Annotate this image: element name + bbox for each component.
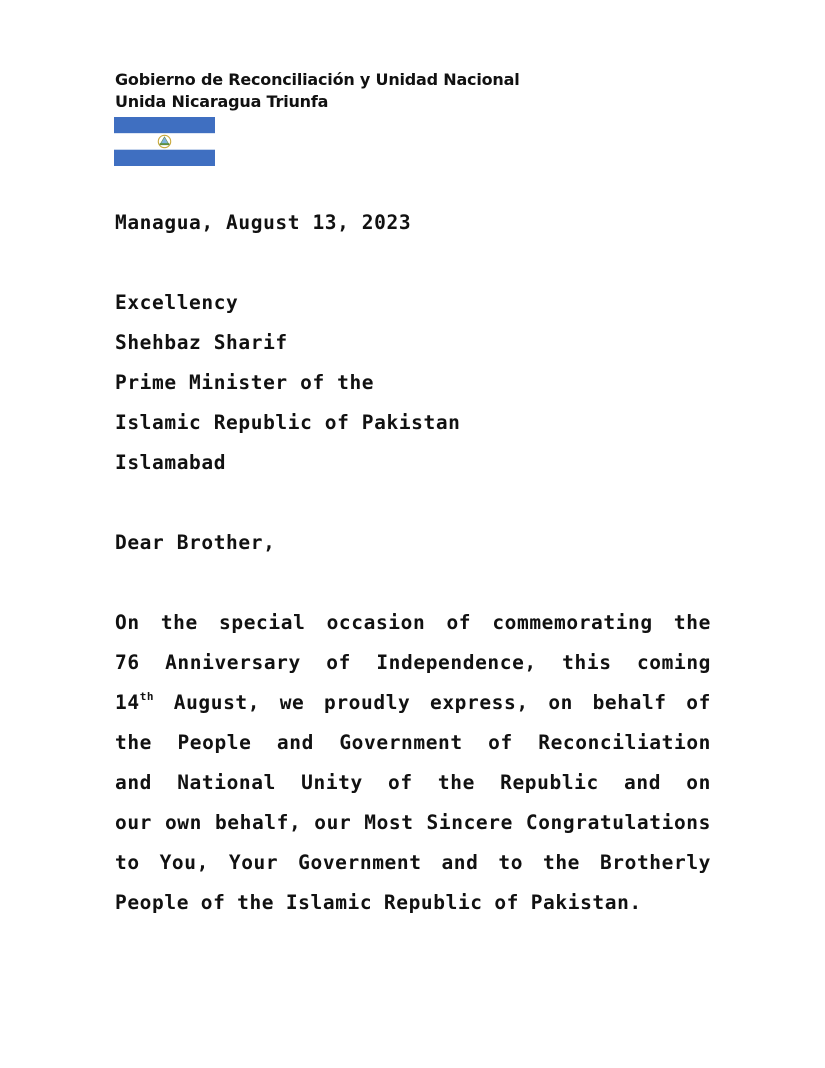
- body-word: Unity: [301, 771, 363, 794]
- body-word: and: [624, 771, 662, 794]
- body-word: People: [115, 891, 190, 914]
- body-word: special: [219, 611, 306, 634]
- body-word: we: [279, 691, 305, 714]
- letter-body: [115, 609, 711, 929]
- body-word: of: [488, 731, 513, 754]
- recipient-name: Shehbaz Sharif: [115, 331, 288, 354]
- body-word: of: [388, 771, 413, 794]
- body-word: Congratulations: [525, 811, 711, 834]
- body-line: [115, 769, 711, 809]
- body-word: and: [115, 771, 153, 794]
- body-word: 76: [115, 651, 140, 674]
- body-word: behalf,: [214, 811, 302, 834]
- body-line: [115, 689, 711, 729]
- body-word: on: [548, 691, 573, 714]
- letter-date: Managua, August 13, 2023: [115, 211, 412, 234]
- body-word: of: [686, 691, 711, 714]
- government-name: Gobierno de Reconciliación y Unidad Nacional: [115, 70, 520, 89]
- body-word: of: [326, 651, 351, 674]
- government-slogan: Unida Nicaragua Triunfa: [115, 92, 329, 111]
- body-word: the: [673, 611, 711, 634]
- body-word: behalf: [592, 691, 667, 714]
- body-word: Pakistan.: [530, 891, 642, 914]
- day-suffix: th: [139, 689, 155, 703]
- body-word: People: [177, 731, 252, 754]
- body-word: Anniversary: [165, 651, 301, 674]
- body-word: Reconciliation: [538, 731, 711, 754]
- body-word-day: [115, 689, 154, 729]
- body-word: to: [115, 851, 140, 874]
- body-word: the: [543, 851, 581, 874]
- body-word: National: [177, 771, 276, 794]
- body-line: [115, 649, 711, 689]
- nicaragua-flag-icon: [114, 117, 215, 166]
- body-line: [115, 609, 711, 649]
- body-word: of: [494, 891, 520, 914]
- letterhead: [115, 69, 520, 113]
- body-word: proudly: [324, 691, 411, 714]
- body-line: [115, 809, 711, 849]
- salutation: Dear Brother,: [115, 531, 276, 554]
- body-word: Brotherly: [599, 851, 711, 874]
- body-word: Most: [364, 811, 414, 834]
- body-line: [115, 849, 711, 889]
- body-line: [115, 729, 711, 769]
- body-word: our: [314, 811, 352, 834]
- body-word: On: [115, 611, 140, 634]
- body-word: coming: [636, 651, 711, 674]
- body-word: Independence,: [376, 651, 537, 674]
- body-word: to: [498, 851, 524, 874]
- body-word: of: [200, 891, 226, 914]
- body-word: occasion: [326, 611, 426, 634]
- body-word: of: [446, 611, 472, 634]
- body-word: our: [115, 811, 153, 834]
- body-word: the: [115, 731, 153, 754]
- body-word: and: [276, 731, 314, 754]
- recipient-title: Prime Minister of the: [115, 371, 375, 394]
- body-word: own: [164, 811, 202, 834]
- body-word: the: [237, 891, 275, 914]
- recipient-honorific: Excellency: [115, 291, 239, 314]
- body-word: Republic: [383, 891, 483, 914]
- body-word: on: [686, 771, 711, 794]
- day-number: 14: [115, 691, 140, 714]
- recipient-block: [115, 289, 461, 489]
- body-word: August,: [173, 691, 261, 714]
- recipient-country: Islamic Republic of Pakistan: [115, 411, 461, 434]
- body-word: Government: [339, 731, 463, 754]
- body-word: and: [441, 851, 479, 874]
- body-word: Republic: [500, 771, 599, 794]
- body-line: [115, 889, 711, 929]
- body-word: express,: [429, 691, 529, 714]
- body-word: You,: [159, 851, 209, 874]
- body-word: Your: [228, 851, 279, 874]
- body-word: the: [160, 611, 198, 634]
- body-word: the: [437, 771, 475, 794]
- body-word: Sincere: [426, 811, 513, 834]
- body-word: Government: [298, 851, 422, 874]
- body-word: this: [562, 651, 612, 674]
- body-word: commemorating: [492, 611, 653, 634]
- body-word: Islamic: [285, 891, 373, 914]
- recipient-city: Islamabad: [115, 451, 227, 474]
